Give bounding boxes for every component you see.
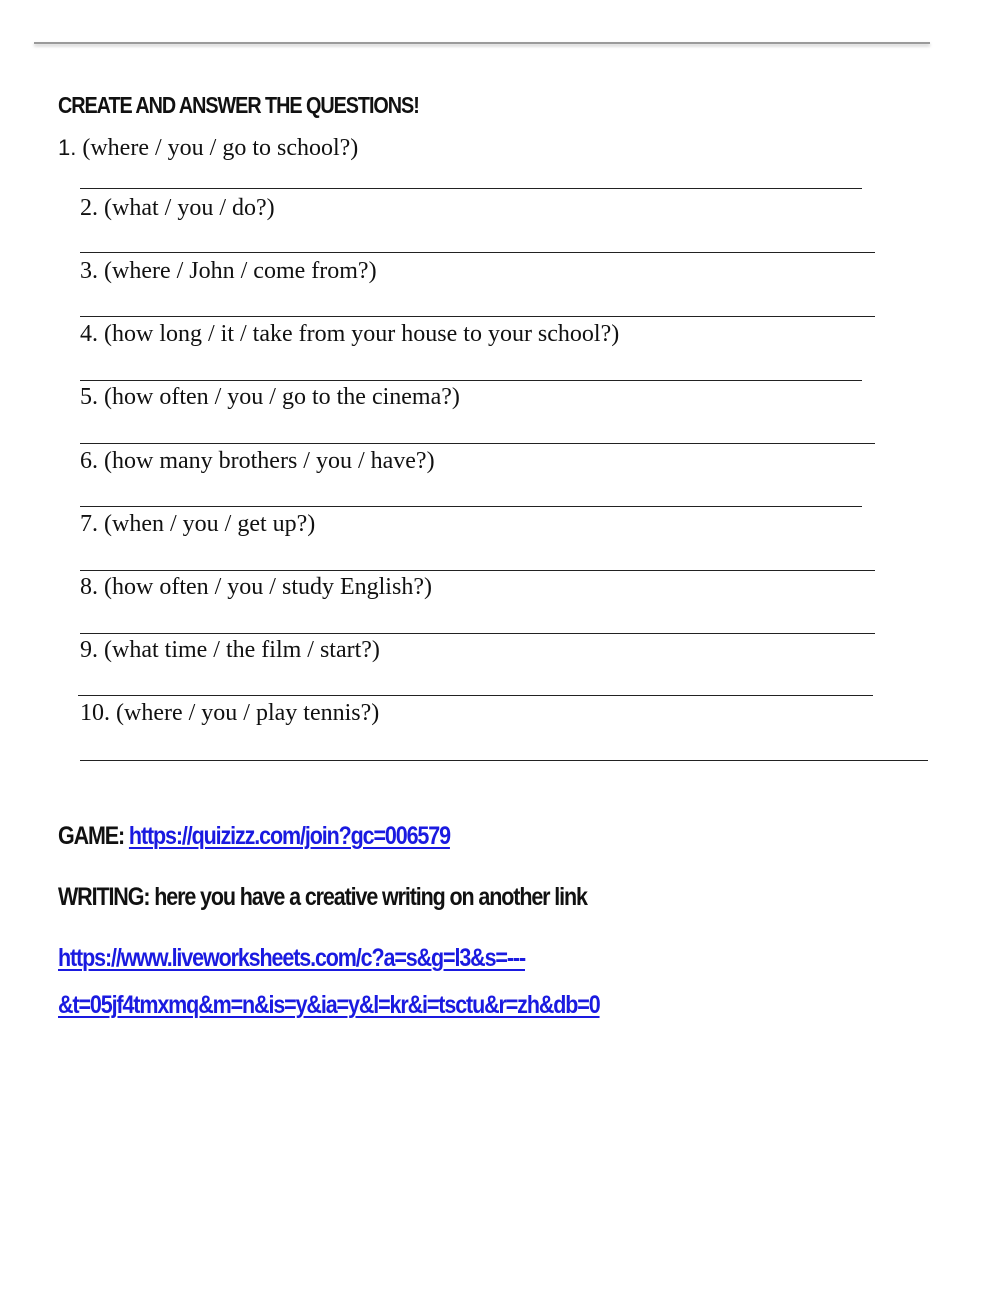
question-text: (what / you / do?) xyxy=(104,195,275,221)
worksheet-heading: CREATE AND ANSWER THE QUESTIONS! xyxy=(58,92,419,118)
question-10 xyxy=(80,699,379,727)
question-number: 9. xyxy=(80,637,98,663)
question-text: (how many brothers / you / have?) xyxy=(104,448,435,474)
writing-label: WRITING: here you have a creative writing on another link xyxy=(58,883,587,911)
question-number: 4. xyxy=(80,321,98,347)
top-divider xyxy=(34,42,930,44)
question-2 xyxy=(80,194,275,222)
answer-line-3[interactable] xyxy=(80,316,875,317)
answer-line-9[interactable] xyxy=(78,695,873,696)
question-text: (where / John / come from?) xyxy=(104,258,377,284)
answer-line-10[interactable] xyxy=(80,760,928,761)
answer-line-4[interactable] xyxy=(80,380,862,381)
writing-link-line-1[interactable] xyxy=(58,944,525,973)
question-5 xyxy=(80,383,460,411)
question-9 xyxy=(80,636,380,664)
question-4 xyxy=(80,320,619,348)
game-label: GAME: xyxy=(58,822,125,850)
question-number: 7. xyxy=(80,511,98,537)
question-8 xyxy=(80,573,432,601)
question-text: (how long / it / take from your house to your school?) xyxy=(104,321,620,347)
answer-line-8[interactable] xyxy=(80,633,875,634)
question-text: (when / you / get up?) xyxy=(104,511,316,537)
question-number: 8. xyxy=(80,574,98,600)
question-text: (how often / you / study English?) xyxy=(104,574,432,600)
answer-line-5[interactable] xyxy=(80,443,875,444)
question-number: 1. xyxy=(58,135,77,160)
question-text: (where / you / play tennis?) xyxy=(116,700,380,726)
game-link[interactable]: https://quizizz.com/join?gc=006579 xyxy=(128,822,450,850)
question-text: (what time / the film / start?) xyxy=(104,637,380,663)
answer-line-7[interactable] xyxy=(80,570,875,571)
question-number: 5. xyxy=(80,384,98,410)
question-text: (how often / you / go to the cinema?) xyxy=(104,384,460,410)
writing-link[interactable]: https://www.liveworksheets.com/c?a=s&g=l3&s=--- xyxy=(58,944,525,972)
game-section xyxy=(58,822,450,851)
question-text: (where / you / go to school?) xyxy=(82,135,359,161)
question-3 xyxy=(80,257,377,285)
question-7 xyxy=(80,510,315,538)
question-number: 3. xyxy=(80,258,98,284)
answer-line-2[interactable] xyxy=(80,252,875,253)
answer-line-1[interactable] xyxy=(80,188,862,189)
question-number: 6. xyxy=(80,448,98,474)
writing-link-continued[interactable]: &t=05jf4tmxmq&m=n&is=y&ia=y&l=kr&i=tsctu&r=zh&db=0 xyxy=(58,991,600,1019)
answer-line-6[interactable] xyxy=(80,506,862,507)
question-number: 10. xyxy=(80,700,110,726)
question-6 xyxy=(80,447,435,475)
question-number: 2. xyxy=(80,195,98,221)
writing-link-line-2[interactable] xyxy=(58,991,600,1020)
question-1 xyxy=(58,134,358,162)
